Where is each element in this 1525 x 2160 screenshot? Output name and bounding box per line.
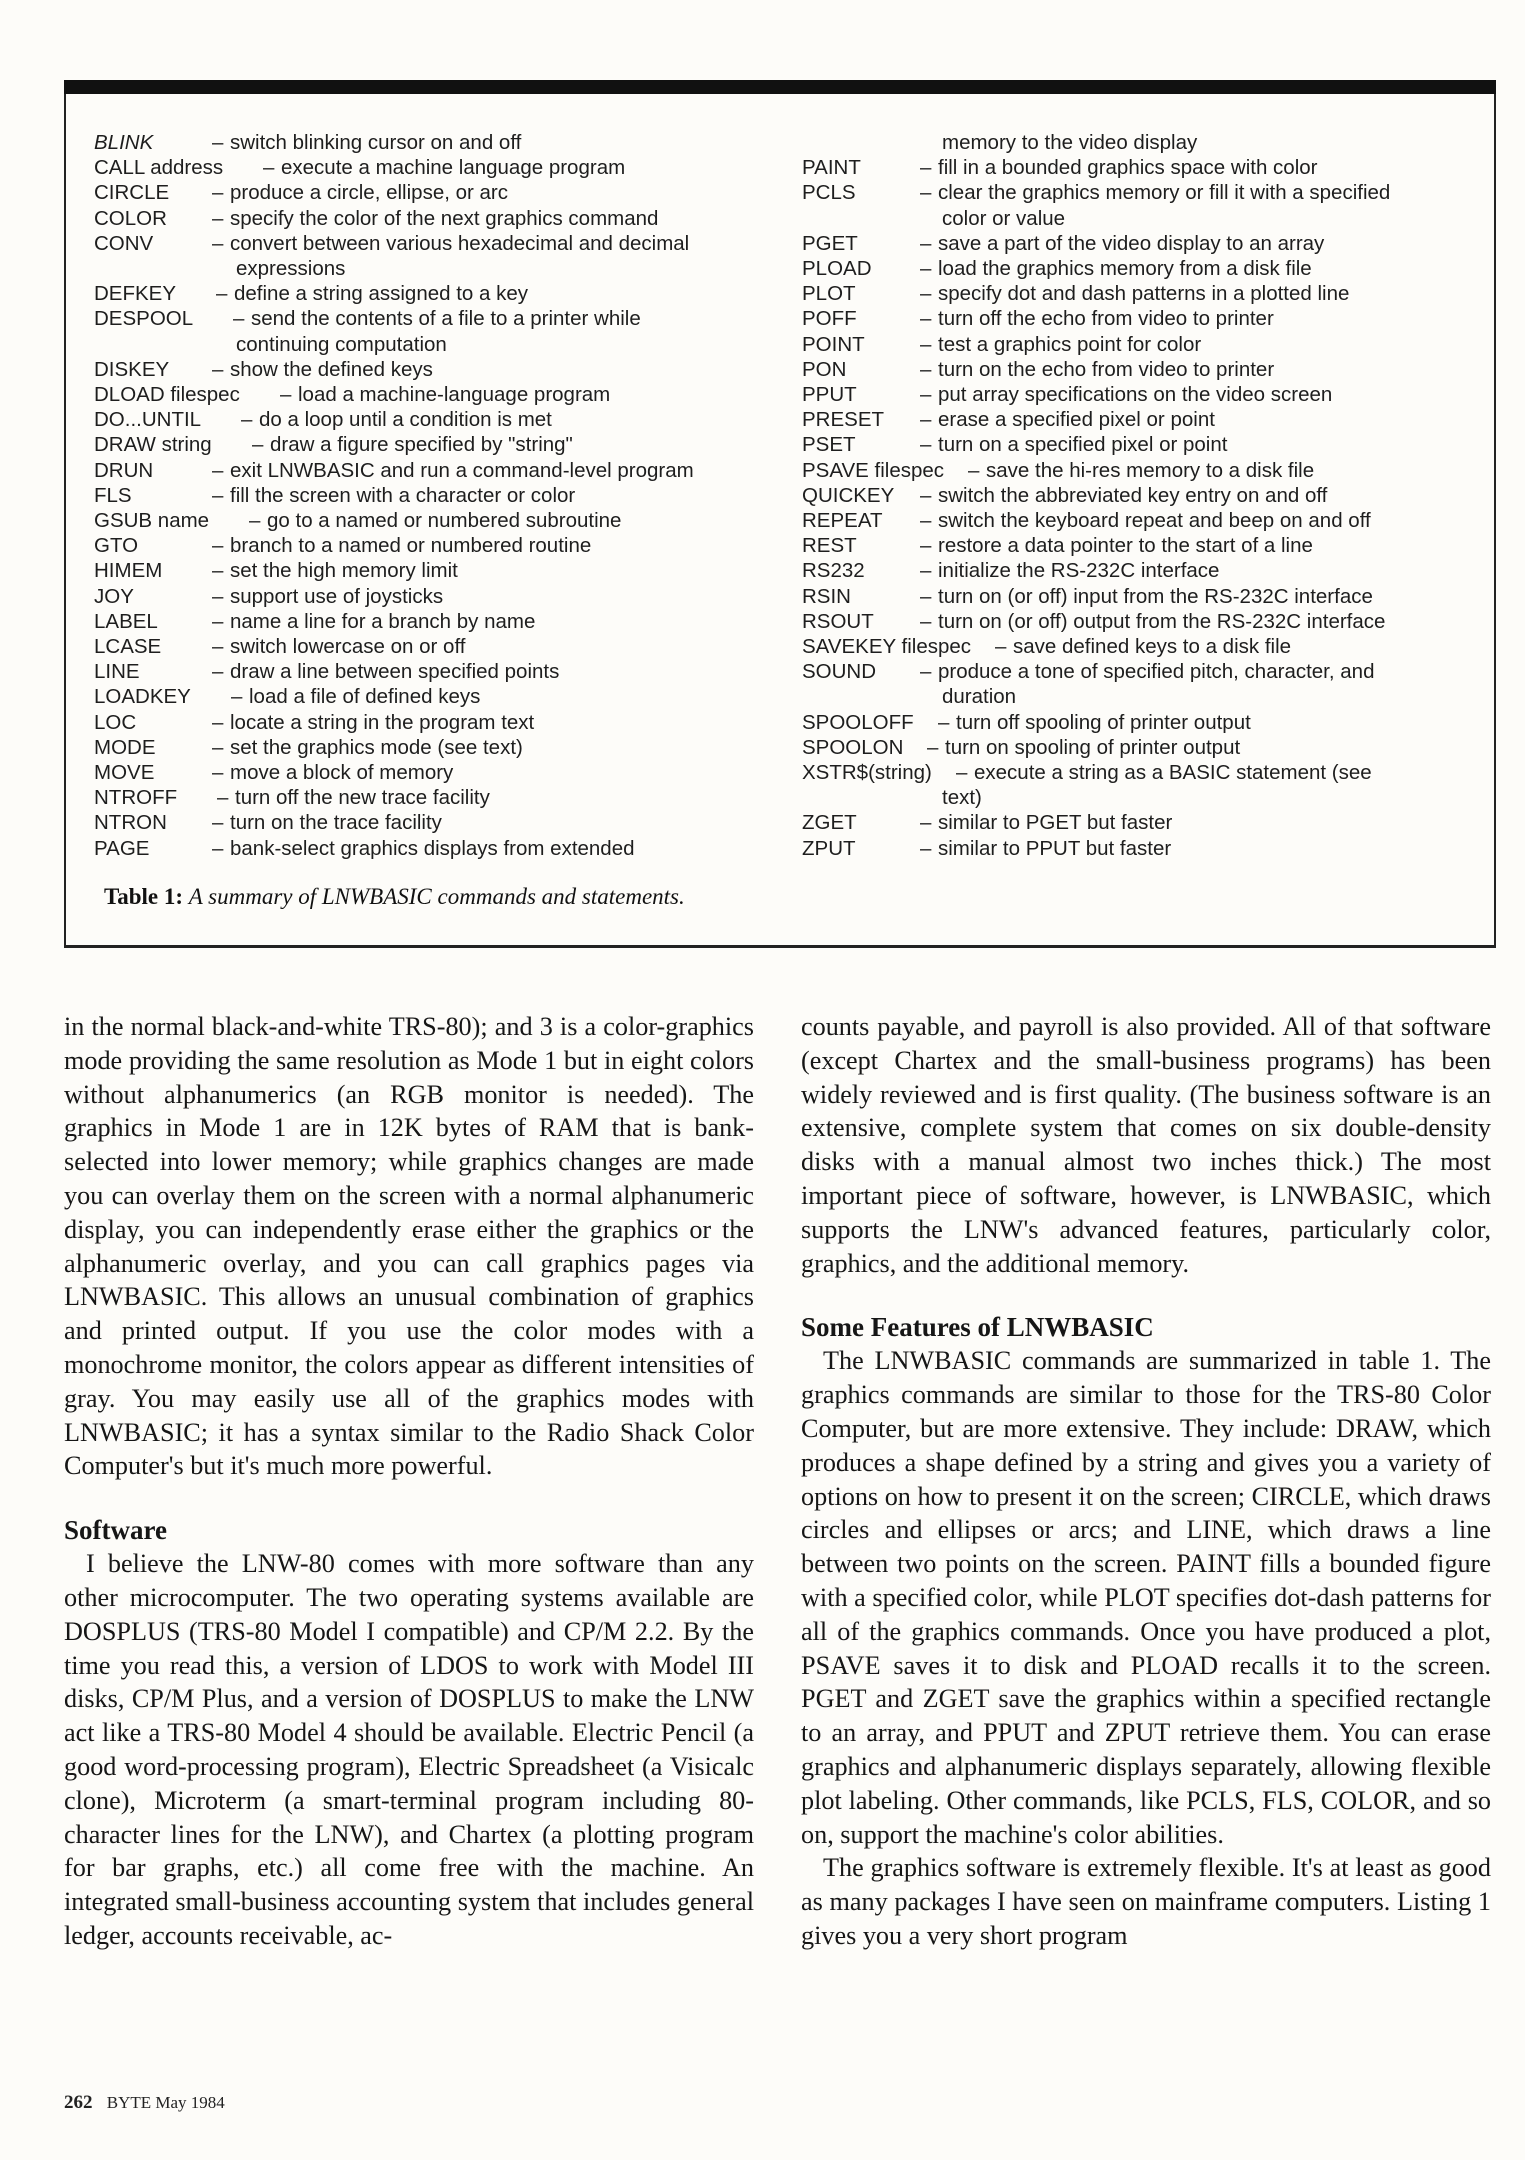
table-row (802, 634, 1482, 659)
command-description: duration (942, 685, 1017, 709)
table-row (802, 155, 1482, 180)
table-row (94, 483, 824, 508)
command-description: similar to PPUT but faster (938, 836, 1172, 860)
table-row (94, 634, 824, 659)
table-row (94, 407, 824, 432)
table-row (802, 281, 1482, 306)
dash-separator: – (920, 257, 932, 281)
command-name: NTRON (94, 811, 167, 835)
dash-separator: – (216, 282, 228, 306)
command-description: turn on (or off) input from the RS-232C interface (938, 584, 1373, 608)
command-table (64, 94, 1496, 948)
table-row (802, 357, 1482, 382)
table-row (94, 382, 824, 407)
top-rule (64, 80, 1496, 94)
command-name: ZPUT (802, 836, 856, 860)
table-row (802, 306, 1482, 331)
command-description: show the defined keys (230, 357, 433, 381)
table-row (802, 785, 1482, 810)
table-row (94, 533, 824, 558)
command-description: initialize the RS-232C interface (938, 559, 1220, 583)
command-description: continuing computation (236, 332, 447, 356)
command-name: MOVE (94, 761, 155, 785)
command-description: name a line for a branch by name (230, 609, 536, 633)
command-name: POINT (802, 332, 865, 356)
paragraph: counts payable, and payroll is also provided. All of that software (except Chartex and the small-business programs) has been widely reviewed and is first quality. (The business software is an extensive, complete system that comes on six double-density disks with a manual almost two inches thick.) The most important piece of software, however, is LNWBASIC, which supports the LNW's advanced features, particularly color, graphics, and the additional memory. (801, 1012, 1491, 1278)
command-name: JOY (94, 584, 134, 608)
table-row (802, 735, 1482, 760)
dash-separator: – (920, 357, 932, 381)
dash-separator: – (212, 559, 224, 583)
table-row (94, 710, 824, 735)
paragraph: The LNWBASIC commands are summarized in table 1. The graphics commands are similar to those for the TRS-80 Color Computer, but are more extensive. They include: DRAW, which produces a shape defined by a string and gives you a variety of options on how to present it on the screen; CIRCLE, which draws circles and ellipses or arcs; and LINE, which draws a line between two points on the screen. PAINT fills a bounded figure with a specified color, while PLOT specifies dot-dash patterns for all of the graphics commands. Once you have produced a plot, PSAVE saves it to disk and PLOAD recalls it to the screen. PGET and ZGET save the graphics within a specified rectangle to an array, and PPUT and ZPUT retrieve them. You can erase graphics and alphanumeric displays separately, allowing flexible plot labeling. Other commands, like PCLS, FLS, COLOR, and so on, support the machine's color abilities. (801, 1346, 1491, 1849)
command-description: turn on a specified pixel or point (938, 433, 1228, 457)
command-name: SPOOLOFF (802, 710, 914, 734)
caption-label: Table 1: (104, 884, 184, 909)
dash-separator: – (920, 332, 932, 356)
command-name: DO...UNTIL (94, 408, 202, 432)
source-line: BYTE May 1984 (106, 2093, 225, 2112)
command-description: save defined keys to a disk file (1013, 635, 1292, 659)
article-left-column (64, 1010, 754, 1953)
command-name: COLOR (94, 206, 167, 230)
command-name: CONV (94, 231, 154, 255)
command-description: load a machine-language program (298, 383, 611, 407)
dash-separator: – (995, 635, 1007, 659)
table-row (94, 357, 824, 382)
command-name: GSUB name (94, 509, 210, 533)
table-row (802, 206, 1482, 231)
dash-separator: – (212, 635, 224, 659)
command-description: load the graphics memory from a disk file (938, 257, 1312, 281)
table-row (94, 609, 824, 634)
dash-separator: – (956, 761, 968, 785)
dash-separator: – (212, 761, 224, 785)
command-name: PSET (802, 433, 856, 457)
command-name: XSTR$(string) (802, 761, 932, 785)
command-description: go to a named or numbered subroutine (267, 509, 622, 533)
table-row (802, 609, 1482, 634)
command-name: PLOT (802, 282, 856, 306)
dash-separator: – (231, 685, 243, 709)
command-description: color or value (942, 206, 1066, 230)
table-row (802, 659, 1482, 684)
table-row (802, 483, 1482, 508)
command-name: PGET (802, 231, 858, 255)
command-name: LINE (94, 660, 140, 684)
dash-separator: – (212, 609, 224, 633)
dash-separator: – (920, 534, 932, 558)
dash-separator: – (212, 181, 224, 205)
command-name: LCASE (94, 635, 162, 659)
command-description: specify the color of the next graphics command (230, 206, 659, 230)
command-description: branch to a named or numbered routine (230, 534, 592, 558)
table-row (802, 584, 1482, 609)
table-row (94, 508, 824, 533)
command-name: ZGET (802, 811, 857, 835)
table-row (94, 332, 824, 357)
command-name: REPEAT (802, 509, 883, 533)
dash-separator: – (920, 609, 932, 633)
command-description: put array specifications on the video screen (938, 383, 1333, 407)
command-description: fill in a bounded graphics space with color (938, 156, 1318, 180)
command-description: clear the graphics memory or fill it with a specified (938, 181, 1391, 205)
dash-separator: – (212, 483, 224, 507)
command-description: switch lowercase on or off (230, 635, 466, 659)
table-row (94, 256, 824, 281)
command-name: DRAW string (94, 433, 212, 457)
dash-separator: – (920, 660, 932, 684)
dash-separator: – (249, 509, 261, 533)
command-name: DEFKEY (94, 282, 177, 306)
table-row (802, 332, 1482, 357)
command-name: HIMEM (94, 559, 163, 583)
table-row (94, 684, 824, 709)
command-name: DLOAD filespec (94, 383, 240, 407)
command-name: MODE (94, 735, 156, 759)
command-description: draw a figure specified by "string" (270, 433, 573, 457)
dash-separator: – (920, 483, 932, 507)
command-name: DRUN (94, 458, 154, 482)
table-row (94, 180, 824, 205)
dash-separator: – (233, 307, 245, 331)
command-name: SPOOLON (802, 735, 904, 759)
command-name: PCLS (802, 181, 856, 205)
table-row (802, 382, 1482, 407)
table-row (94, 130, 824, 155)
dash-separator: – (920, 156, 932, 180)
command-name: PLOAD (802, 257, 872, 281)
table-row (94, 306, 824, 331)
table-row (94, 810, 824, 835)
command-name: SOUND (802, 660, 877, 684)
dash-separator: – (212, 206, 224, 230)
dash-separator: – (280, 383, 292, 407)
command-description: do a loop until a condition is met (259, 408, 552, 432)
command-description: specify dot and dash patterns in a plotted line (938, 282, 1350, 306)
dash-separator: – (920, 559, 932, 583)
command-description: set the high memory limit (230, 559, 458, 583)
dash-separator: – (263, 156, 275, 180)
table-row (94, 281, 824, 306)
table-row (802, 407, 1482, 432)
command-name: PON (802, 357, 847, 381)
table-caption (104, 884, 685, 910)
table-row (94, 432, 824, 457)
command-description: turn off the echo from video to printer (938, 307, 1274, 331)
caption-text: A summary of LNWBASIC commands and statements. (188, 884, 685, 909)
command-name: SAVEKEY filespec (802, 635, 972, 659)
table-left-column (94, 130, 824, 861)
dash-separator: – (212, 584, 224, 608)
command-description: turn on spooling of printer output (945, 735, 1241, 759)
command-name: BLINK (94, 131, 154, 154)
command-description: set the graphics mode (see text) (230, 735, 523, 759)
command-description: turn on the echo from video to printer (938, 357, 1275, 381)
table-row (802, 684, 1482, 709)
dash-separator: – (241, 408, 253, 432)
command-name: QUICKEY (802, 483, 895, 507)
command-name: FLS (94, 483, 132, 507)
command-description: execute a machine language program (281, 156, 626, 180)
command-name: DESPOOL (94, 307, 194, 331)
command-name: GTO (94, 534, 139, 558)
command-name: PSAVE filespec (802, 458, 945, 482)
command-description: move a block of memory (230, 761, 454, 785)
table-row (94, 836, 824, 861)
table-row (802, 810, 1482, 835)
table-row (802, 508, 1482, 533)
command-name: PRESET (802, 408, 885, 432)
table-row (94, 584, 824, 609)
dash-separator: – (920, 433, 932, 457)
paragraph: in the normal black-and-white TRS-80); and 3 is a color-graphics mode providing the same resolution as Mode 1 but in eight colors without alphanumerics (an RGB monitor is needed). The graphics in Mode 1 are in 12K bytes of RAM that is bank-selected into lower memory; while graphics changes are made you can overlay them on the screen with a normal alphanumeric display, you can independently erase either the graphics or the alphanumeric overlay, and you can call graphics pages via LNWBASIC. This allows an unusual combination of graphics and printed output. If you use the color modes with a monochrome monitor, the colors appear as different intensities of gray. You may easily use all of the graphics modes with LNWBASIC; it has a syntax similar to the Radio Shack Color Computer's but it's much more powerful. (64, 1012, 754, 1481)
dash-separator: – (920, 836, 932, 860)
dash-separator: – (920, 231, 932, 255)
command-description: exit LNWBASIC and run a command-level program (230, 458, 694, 482)
dash-separator: – (920, 282, 932, 306)
command-description: switch the abbreviated key entry on and off (938, 483, 1328, 507)
command-description: save the hi-res memory to a disk file (986, 458, 1315, 482)
command-description: convert between various hexadecimal and decimal (230, 231, 690, 255)
dash-separator: – (920, 181, 932, 205)
command-name: PAGE (94, 836, 150, 860)
table-row (94, 558, 824, 583)
table-row (94, 206, 824, 231)
dash-separator: – (920, 307, 932, 331)
command-name: RSOUT (802, 609, 874, 633)
table-row (802, 710, 1482, 735)
command-description: load a file of defined keys (249, 685, 481, 709)
page-number: 262 (64, 2092, 93, 2113)
dash-separator: – (938, 710, 950, 734)
command-description: expressions (236, 257, 346, 281)
table-row (94, 735, 824, 760)
command-name: PAINT (802, 156, 861, 180)
dash-separator: – (212, 357, 224, 381)
command-description: bank-select graphics displays from extended (230, 836, 635, 860)
dash-separator: – (212, 836, 224, 860)
table-row (802, 180, 1482, 205)
table-row (94, 760, 824, 785)
dash-separator: – (212, 458, 224, 482)
command-description: turn on the trace facility (230, 811, 442, 835)
command-description: turn on (or off) output from the RS-232C interface (938, 609, 1386, 633)
command-description: execute a string as a BASIC statement (see (974, 761, 1372, 785)
command-name: REST (802, 534, 857, 558)
table-row (802, 432, 1482, 457)
dash-separator: – (212, 811, 224, 835)
command-description: text) (942, 786, 982, 810)
table-row (802, 130, 1482, 155)
command-description: switch the keyboard repeat and beep on and off (938, 509, 1371, 533)
command-description: save a part of the video display to an array (938, 231, 1325, 255)
dash-separator: – (927, 735, 939, 759)
command-description: produce a tone of specified pitch, character, and (938, 660, 1375, 684)
table-row (94, 785, 824, 810)
section-heading-features: Some Features of LNWBASIC (801, 1312, 1154, 1343)
command-description: produce a circle, ellipse, or arc (230, 181, 509, 205)
command-name: PPUT (802, 383, 857, 407)
table-row (802, 558, 1482, 583)
page-footer (64, 2092, 225, 2114)
dash-separator: – (920, 408, 932, 432)
table-row (94, 155, 824, 180)
command-name: RS232 (802, 559, 865, 583)
table-row (94, 458, 824, 483)
command-name: NTROFF (94, 786, 178, 810)
command-name: DISKEY (94, 357, 170, 381)
table-row (802, 256, 1482, 281)
dash-separator: – (920, 383, 932, 407)
article-right-column (801, 1010, 1491, 1953)
command-description: support use of joysticks (230, 584, 444, 608)
table-row (802, 760, 1482, 785)
dash-separator: – (212, 735, 224, 759)
paragraph: The graphics software is extremely flexible. It's at least as good as many packages I have seen on mainframe computers. Listing 1 gives you a very short program (801, 1853, 1491, 1950)
table-row (94, 231, 824, 256)
command-description: define a string assigned to a key (234, 282, 529, 306)
command-name: LOADKEY (94, 685, 191, 709)
dash-separator: – (252, 433, 264, 457)
table-row (802, 458, 1482, 483)
command-description: turn off spooling of printer output (956, 710, 1251, 734)
command-description: locate a string in the program text (230, 710, 535, 734)
table-row (802, 231, 1482, 256)
command-description: fill the screen with a character or color (230, 483, 576, 507)
dash-separator: – (920, 811, 932, 835)
command-description: turn off the new trace facility (235, 786, 490, 810)
table-row (94, 659, 824, 684)
dash-separator: – (212, 534, 224, 558)
dash-separator: – (212, 231, 224, 255)
command-description: memory to the video display (942, 131, 1198, 154)
section-heading-software: Software (64, 1515, 167, 1546)
paragraph: I believe the LNW-80 comes with more software than any other microcomputer. The two operating systems available are DOSPLUS (TRS-80 Model I compatible) and CP/M 2.2. By the time you read this, a version of LDOS to work with Model III disks, CP/M Plus, and a version of DOSPLUS to make the LNW act like a TRS-80 Model 4 should be available. Electric Pencil (a good word-processing program), Electric Spreadsheet (a Visicalc clone), Microterm (a smart-terminal program including 80-character lines for the LNW), and Chartex (a plotting program for bar graphs, etc.) all come free with the machine. An integrated small-business accounting system that includes general ledger, accounts receivable, ac- (64, 1549, 754, 1950)
command-description: test a graphics point for color (938, 332, 1202, 356)
table-row (802, 533, 1482, 558)
dash-separator: – (212, 131, 224, 154)
command-description: send the contents of a file to a printer while (251, 307, 641, 331)
command-description: switch blinking cursor on and off (230, 131, 522, 154)
command-name: LABEL (94, 609, 158, 633)
table-row (802, 836, 1482, 861)
dash-separator: – (968, 458, 980, 482)
command-name: LOC (94, 710, 137, 734)
dash-separator: – (920, 584, 932, 608)
dash-separator: – (212, 660, 224, 684)
command-description: draw a line between specified points (230, 660, 560, 684)
command-description: erase a specified pixel or point (938, 408, 1215, 432)
dash-separator: – (920, 509, 932, 533)
command-name: CIRCLE (94, 181, 170, 205)
command-name: CALL address (94, 156, 224, 180)
command-name: POFF (802, 307, 857, 331)
dash-separator: – (212, 710, 224, 734)
table-right-column (802, 130, 1482, 861)
command-description: similar to PGET but faster (938, 811, 1173, 835)
command-name: RSIN (802, 584, 851, 608)
command-description: restore a data pointer to the start of a line (938, 534, 1313, 558)
dash-separator: – (217, 786, 229, 810)
